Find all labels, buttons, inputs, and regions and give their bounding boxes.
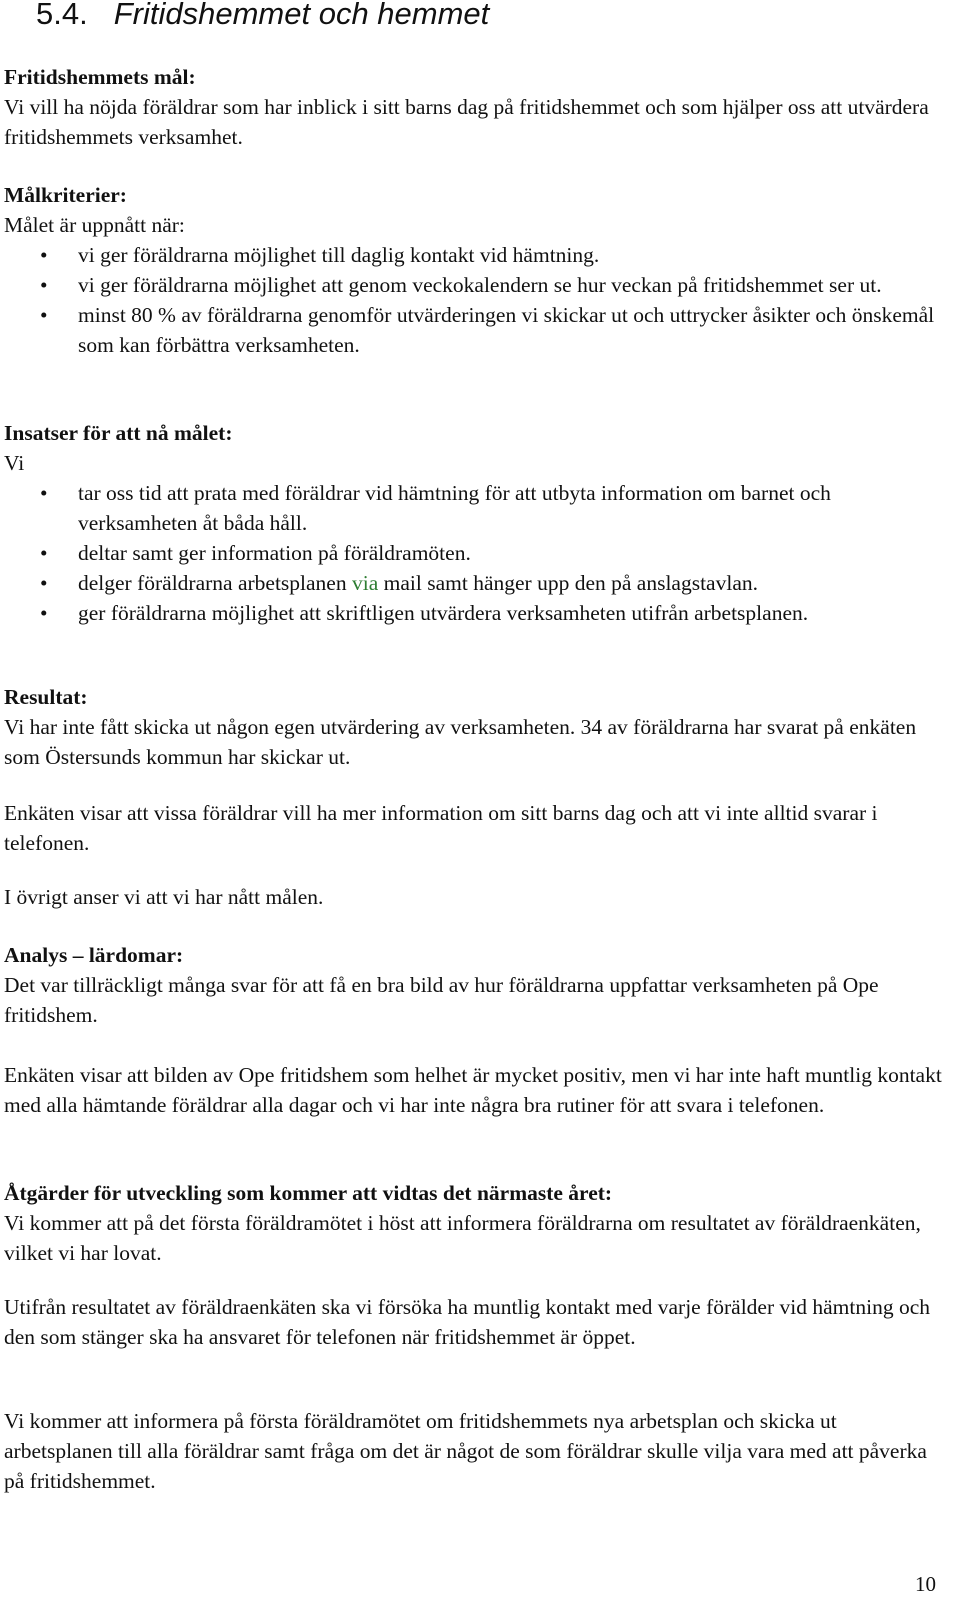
actions-section [4, 1178, 948, 1268]
actions-paragraph: Utifrån resultatet av föräldraenkäten ska vi försöka ha muntlig kontakt med varje förälder vid hämtning och den som stänger ska ha ansvaret för telefonen när fritidshemmet är öppet. [4, 1295, 930, 1349]
page-number: 10 [915, 1572, 936, 1596]
list-item-text [78, 571, 758, 595]
results-paragraph: Vi har inte fått skicka ut någon egen utvärdering av verksamheten. 34 av föräldrarna har svarat på enkäten som Östersunds kommun har skickar ut. [4, 715, 917, 769]
bullet-icon: • [40, 243, 48, 267]
list-item [4, 538, 948, 568]
bullet-icon: • [40, 541, 48, 565]
efforts-section [4, 418, 948, 628]
section-heading [36, 0, 489, 32]
actions-paragraph-block [4, 1292, 948, 1352]
list-item-text: ger föräldrarna möjlighet att skriftligen utvärdera verksamheten utifrån arbetsplanen. [78, 601, 809, 625]
actions-paragraph: Vi kommer att på det första föräldramötet i höst att informera föräldrarna om resultatet av föräldraenkäten, vilket vi har lovat. [4, 1211, 921, 1265]
goal-label: Fritidshemmets mål: [4, 65, 196, 89]
results-paragraph: I övrigt anser vi att vi har nått målen. [4, 885, 324, 909]
list-item [4, 598, 948, 628]
goal-text: Vi vill ha nöjda föräldrar som har inblick i sitt barns dag på fritidshemmet och som hjälper oss att utvärdera fritidshemmets verksamhet. [4, 95, 929, 149]
efforts-label: Insatser för att nå målet: [4, 421, 233, 445]
list-item-text: vi ger föräldrarna möjlighet att genom veckokalendern se hur veckan på fritidshemmet ser ut. [78, 273, 882, 297]
list-item [4, 478, 948, 538]
results-label: Resultat: [4, 685, 88, 709]
analysis-paragraph: Det var tillräckligt många svar för att få en bra bild av hur föräldrarna uppfattar verksamheten på Ope fritidshem. [4, 973, 879, 1027]
list-item-text-after: mail samt hänger upp den på anslagstavlan. [378, 571, 758, 595]
section-number: 5.4. [36, 0, 88, 31]
criteria-list [4, 240, 948, 360]
list-item-text: deltar samt ger information på föräldramöten. [78, 541, 471, 565]
list-item-text: vi ger föräldrarna möjlighet till daglig kontakt vid hämtning. [78, 243, 600, 267]
list-item [4, 568, 948, 598]
bullet-icon: • [40, 481, 48, 505]
bullet-icon: • [40, 601, 48, 625]
section-title: Fritidshemmet och hemmet [113, 0, 490, 31]
analysis-paragraph-block [4, 1060, 948, 1120]
goal-section [4, 62, 948, 152]
actions-paragraph: Vi kommer att informera på första föräldramötet om fritidshemmets nya arbetsplan och skicka ut arbetsplanen till alla föräldrar samt fråga om det är något de som föräldrar skulle vilja vara med att påverka på fritidshemmet. [4, 1409, 927, 1493]
bullet-icon: • [40, 303, 48, 327]
results-paragraph-block [4, 882, 948, 912]
criteria-intro: Målet är uppnått när: [4, 213, 185, 237]
efforts-list [4, 478, 948, 628]
list-item-text: minst 80 % av föräldrarna genomför utvärderingen vi skickar ut och uttrycker åsikter och önskemål som kan förbättra verksamheten. [78, 303, 935, 357]
list-item-text-before: delger föräldrarna arbetsplanen [78, 571, 352, 595]
results-paragraph: Enkäten visar att vissa föräldrar vill ha mer information om sitt barns dag och att vi inte alltid svarar i telefonen. [4, 801, 878, 855]
results-paragraph-block [4, 798, 948, 858]
bullet-icon: • [40, 571, 48, 595]
results-section [4, 682, 948, 772]
criteria-label: Målkriterier: [4, 183, 127, 207]
criteria-section [4, 180, 948, 360]
list-item [4, 240, 948, 270]
list-item [4, 300, 948, 360]
actions-paragraph-block [4, 1406, 948, 1496]
analysis-paragraph: Enkäten visar att bilden av Ope fritidshem som helhet är mycket positiv, men vi har inte haft muntlig kontakt med alla hämtande föräldrar alla dagar och vi har inte några bra rutiner för att svara i telefonen. [4, 1063, 942, 1117]
list-item-text: tar oss tid att prata med föräldrar vid hämtning för att utbyta information om barnet och verksamheten åt båda håll. [78, 481, 831, 535]
bullet-icon: • [40, 273, 48, 297]
analysis-label: Analys – lärdomar: [4, 943, 184, 967]
actions-label: Åtgärder för utveckling som kommer att vidtas det närmaste året: [4, 1181, 613, 1205]
analysis-section [4, 940, 948, 1030]
highlighted-word: via [351, 571, 379, 595]
efforts-intro: Vi [4, 451, 25, 475]
list-item [4, 270, 948, 300]
